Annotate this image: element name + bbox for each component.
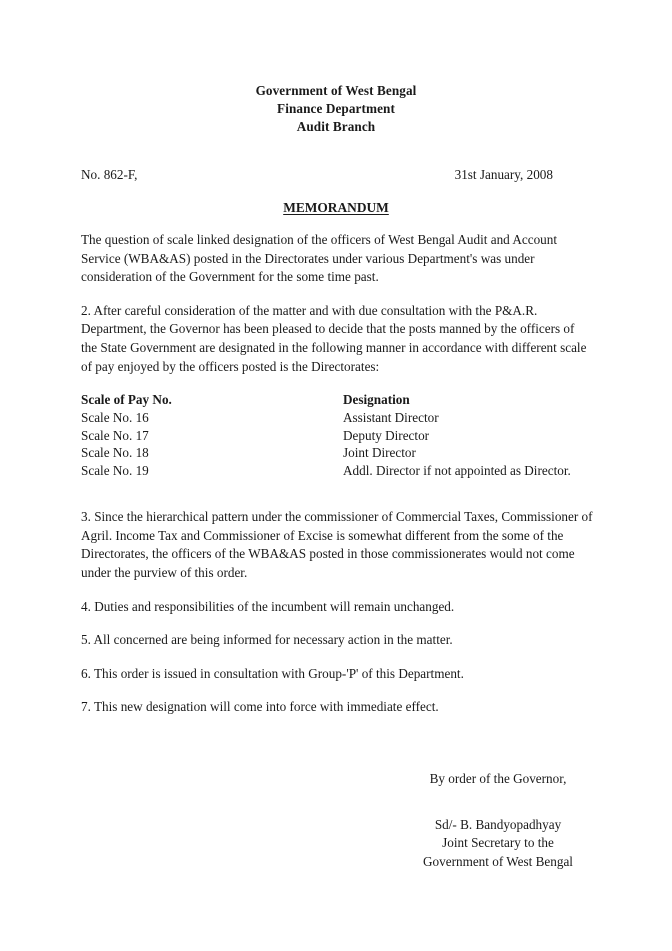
signatory-role-line-1: Joint Secretary to the: [442, 835, 554, 851]
cell-scale: Scale No. 17: [81, 427, 149, 443]
page-title-text: MEMORANDUM: [283, 200, 389, 215]
cell-designation: Addl. Director if not appointed as Director.: [343, 462, 571, 478]
signature-block: [386, 770, 610, 871]
paragraph-4: 4. Duties and responsibilities of the incumbent will remain unchanged.: [81, 598, 455, 614]
table-row: [81, 462, 593, 480]
cell-scale: Scale No. 19: [81, 462, 149, 478]
document-body: [81, 231, 593, 717]
table-row: [81, 427, 593, 445]
paragraph-7: 7. This new designation will come into force with immediate effect.: [81, 699, 439, 715]
paragraph-2: 2. After careful consideration of the matter and with due consultation with the P&A.R. Department, the Governor has been pleased to decide that the posts manned by the officers of the State Government are designated in the following manner in accordance with different scale of pay enjoyed by the officers posted is the Directorates:: [81, 302, 587, 374]
scale-designation-table: [81, 391, 593, 479]
signature-order-line: By order of the Governor,: [429, 771, 567, 786]
signatory-name: Sd/- B. Bandyopadhyay: [434, 816, 562, 832]
paragraph-5: 5. All concerned are being informed for necessary action in the matter.: [81, 632, 453, 648]
cell-designation: Assistant Director: [343, 410, 439, 426]
column-header-designation: Designation: [343, 392, 410, 408]
page-title: [0, 199, 672, 217]
letterhead: [0, 82, 672, 136]
table-row: [81, 444, 593, 462]
memo-number: No. 862-F,: [81, 167, 138, 182]
letterhead-line-government: Government of West Bengal: [255, 83, 417, 98]
paragraph-6: 6. This order is issued in consultation with Group-'P' of this Department.: [81, 665, 464, 681]
reference-line: [81, 166, 590, 184]
paragraph-3: 3. Since the hierarchical pattern under the commissioner of Commercial Taxes, Commissioner of Agril. Income Tax and Commissioner of Excise is somewhat different from the some of the Directorates, the officers of the WBA&AS posted in those commissionerates would not come under the purview of this order.: [81, 509, 593, 580]
table-row: [81, 409, 593, 427]
column-header-scale: Scale of Pay No.: [81, 392, 172, 408]
cell-scale: Scale No. 16: [81, 410, 149, 426]
letterhead-line-branch: Audit Branch: [296, 119, 376, 134]
paragraph-intro: The question of scale linked designation of the officers of West Bengal Audit and Account Service (WBA&AS) posted in the Directorates under various Department's was under consideration of the Government for the some time past.: [81, 232, 558, 285]
cell-designation: Deputy Director: [343, 427, 430, 443]
cell-designation: Joint Director: [343, 445, 416, 461]
signatory-role-line-2: Government of West Bengal: [423, 853, 573, 869]
memo-date: 31st January, 2008: [454, 167, 553, 182]
letterhead-line-department: Finance Department: [277, 101, 395, 116]
table-header-row: [81, 391, 593, 409]
cell-scale: Scale No. 18: [81, 445, 149, 461]
